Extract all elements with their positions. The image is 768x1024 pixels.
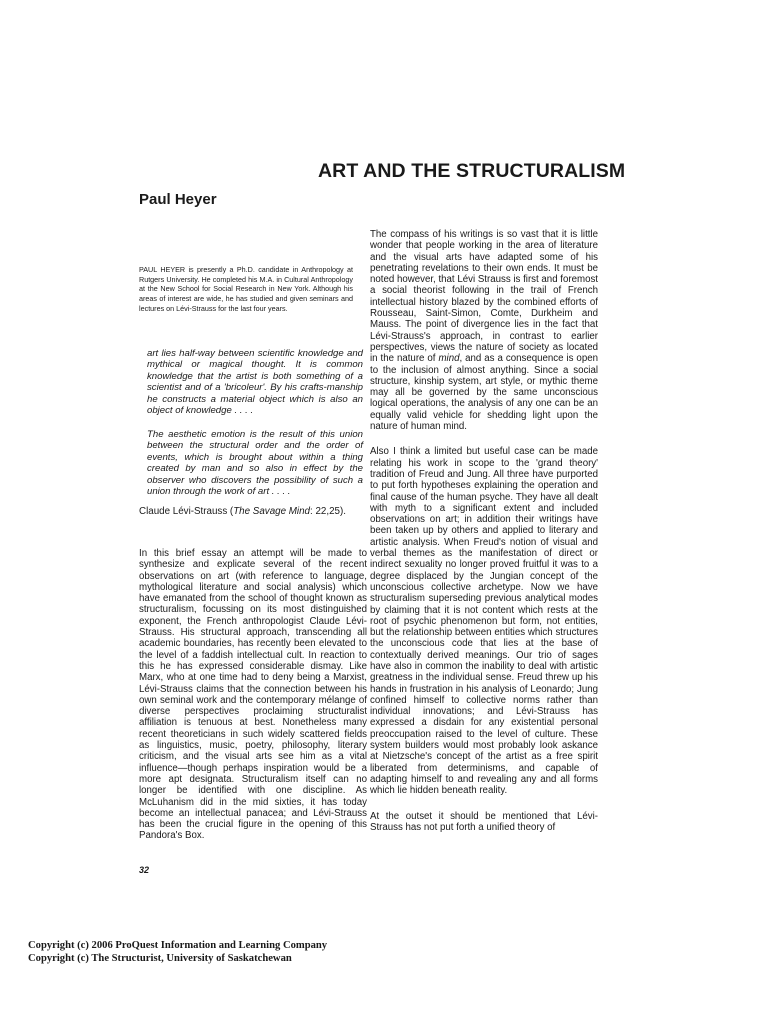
body-paragraph: At the outset it should be mentioned that Lévi-Strauss has not put forth a unified theory of (370, 810, 598, 833)
epigraph-paragraph-1: art lies half-way between scientific knowledge and mythical or magical thought. It is common knowledge that the artist is both something of a scientist and of a 'bricoleur'. By his crafts-manship he constructs a material object which is also an object of knowledge . . . . (147, 348, 363, 417)
author-name: Paul Heyer (139, 191, 217, 208)
text-run: , and as a consequence is open to the inclusion of almost anything. Since a social structure, kinship system, art style, or mythic theme may all be governed by the same unconscious logical operations, the analysis of any one can be an equally valid vehicle for shedding light upon the nature of human mind. (370, 353, 598, 433)
copyright-line: Copyright (c) 2006 ProQuest Information and Learning Company (28, 940, 328, 951)
body-column-right (370, 229, 598, 847)
copyright-notice (28, 939, 448, 965)
emphasis-text: mind (438, 353, 460, 365)
body-paragraph (370, 229, 598, 432)
article-title: ART AND THE STRUCTURALISM (318, 160, 626, 182)
attribution-work-title: The Savage Mind (233, 506, 310, 517)
epigraph-paragraph-2: The aesthetic emotion is the result of this union between the structural order and the order of events, which is brought about within a thing created by man and so also in effect by the observer who discovers the possibility of such a union through the work of art . . . . (147, 429, 363, 498)
text-run: The compass of his writings is so vast that it is little wonder that people working in the area of literature and the visual arts have adapted some of his penetrating revelations to their own ends. It must be noted however, that Lévi Strauss is first and foremost a social theorist following in the trail of French intellectual history blazed by the combined efforts of Rousseau, Saint-Simon, Comte, Durkheim and Mauss. The point of divergence lies in the fact that Lévi-Strauss's approach, in contrast to earlier perspectives, views the nature of society as located in the nature of (370, 229, 598, 365)
body-paragraph: In this brief essay an attempt will be made to synthesize and explicate several of the recent observations on art (with reference to language, mythological literature and social analysis) which have emanated from the school of thought known as structuralism, focussing on its most distinguished exponent, the French anthropologist Claude Lévi-Strauss. His structural approach, transcending all academic boundaries, has recently been elevated to the level of a faddish intellectual cult. In reaction to this he has expressed considerable dismay. Like Marx, who at one time had to deny being a Marxist, Lévi-Strauss claims that the connection between his own seminal work and the contemporary mélange of diverse perspectives proclaiming structuralist affiliation is tenuous at best. Nonetheless many recent theoreticians in such widely scattered fields as linguistics, music, poetry, philosophy, literary criticism, and the visual arts see him as a vital influence—though perhaps inspiration would be a more apt designata. Structuralism itself can no longer be identified with one discipline. As McLuhanism did in the mid sixties, it has today become an intellectual panacea; and Lévi-Strauss has been the crucial figure in the opening of this Pandora's Box. (139, 548, 367, 842)
body-paragraph: Also I think a limited but useful case can be made relating his work in scope to the 'grand theory' tradition of Freud and Jung. All three have purported to put forth hypotheses explaining the operation and final cause of the human psyche. They have all dealt with myth to a significant extent and included observations on art; in addition their writings have been taken up by others and applied to literary and artistic analysis. When Freud's notion of visual and verbal themes as the manifestation of direct or indirect sexuality no longer proved fruitful it was to a degree displaced by the Jungian concept of the unconscious collective archetype. Now we have structuralism superseding previous analytical modes by claiming that it is not content which rests at the root of psychic phenomenon but form, not entities, but the relationship between entities which structures the unconscious code that lies at the base of contextually derived meanings. Our trio of sages have also in common the inability to deal with artistic greatness in the individual sense. Freud threw up his hands in frustration in his analysis of Leonardo; Jung confined himself to collective norms rather than individual innovations; and Lévi-Strauss has expressed a disdain for any existential personal preoccupation raised to the level of culture. These system builders would most probably look askance at Nietzsche's concept of the artist as a free spirit liberated from determinisms, and capable of adapting himself to and revealing any and all forms which lie hidden beneath reality. (370, 446, 598, 797)
attribution-suffix: : 22,25). (310, 506, 346, 517)
epigraph-attribution (139, 506, 369, 517)
copyright-line: Copyright (c) The Structurist, University of Saskatchewan (28, 953, 292, 965)
page-number: 32 (139, 865, 150, 875)
attribution-prefix: Claude Lévi-Strauss ( (139, 506, 234, 517)
body-column-left (139, 548, 367, 856)
author-bio: PAUL HEYER is presently a Ph.D. candidate in Anthropology at Rutgers University. He completed his M.A. in Cultural Anthropology at the New School for Social Research in New York. Although his areas of interest are wide, he has studied and given seminars and lectures on Lévi-Strauss for the last four years. (139, 265, 353, 313)
